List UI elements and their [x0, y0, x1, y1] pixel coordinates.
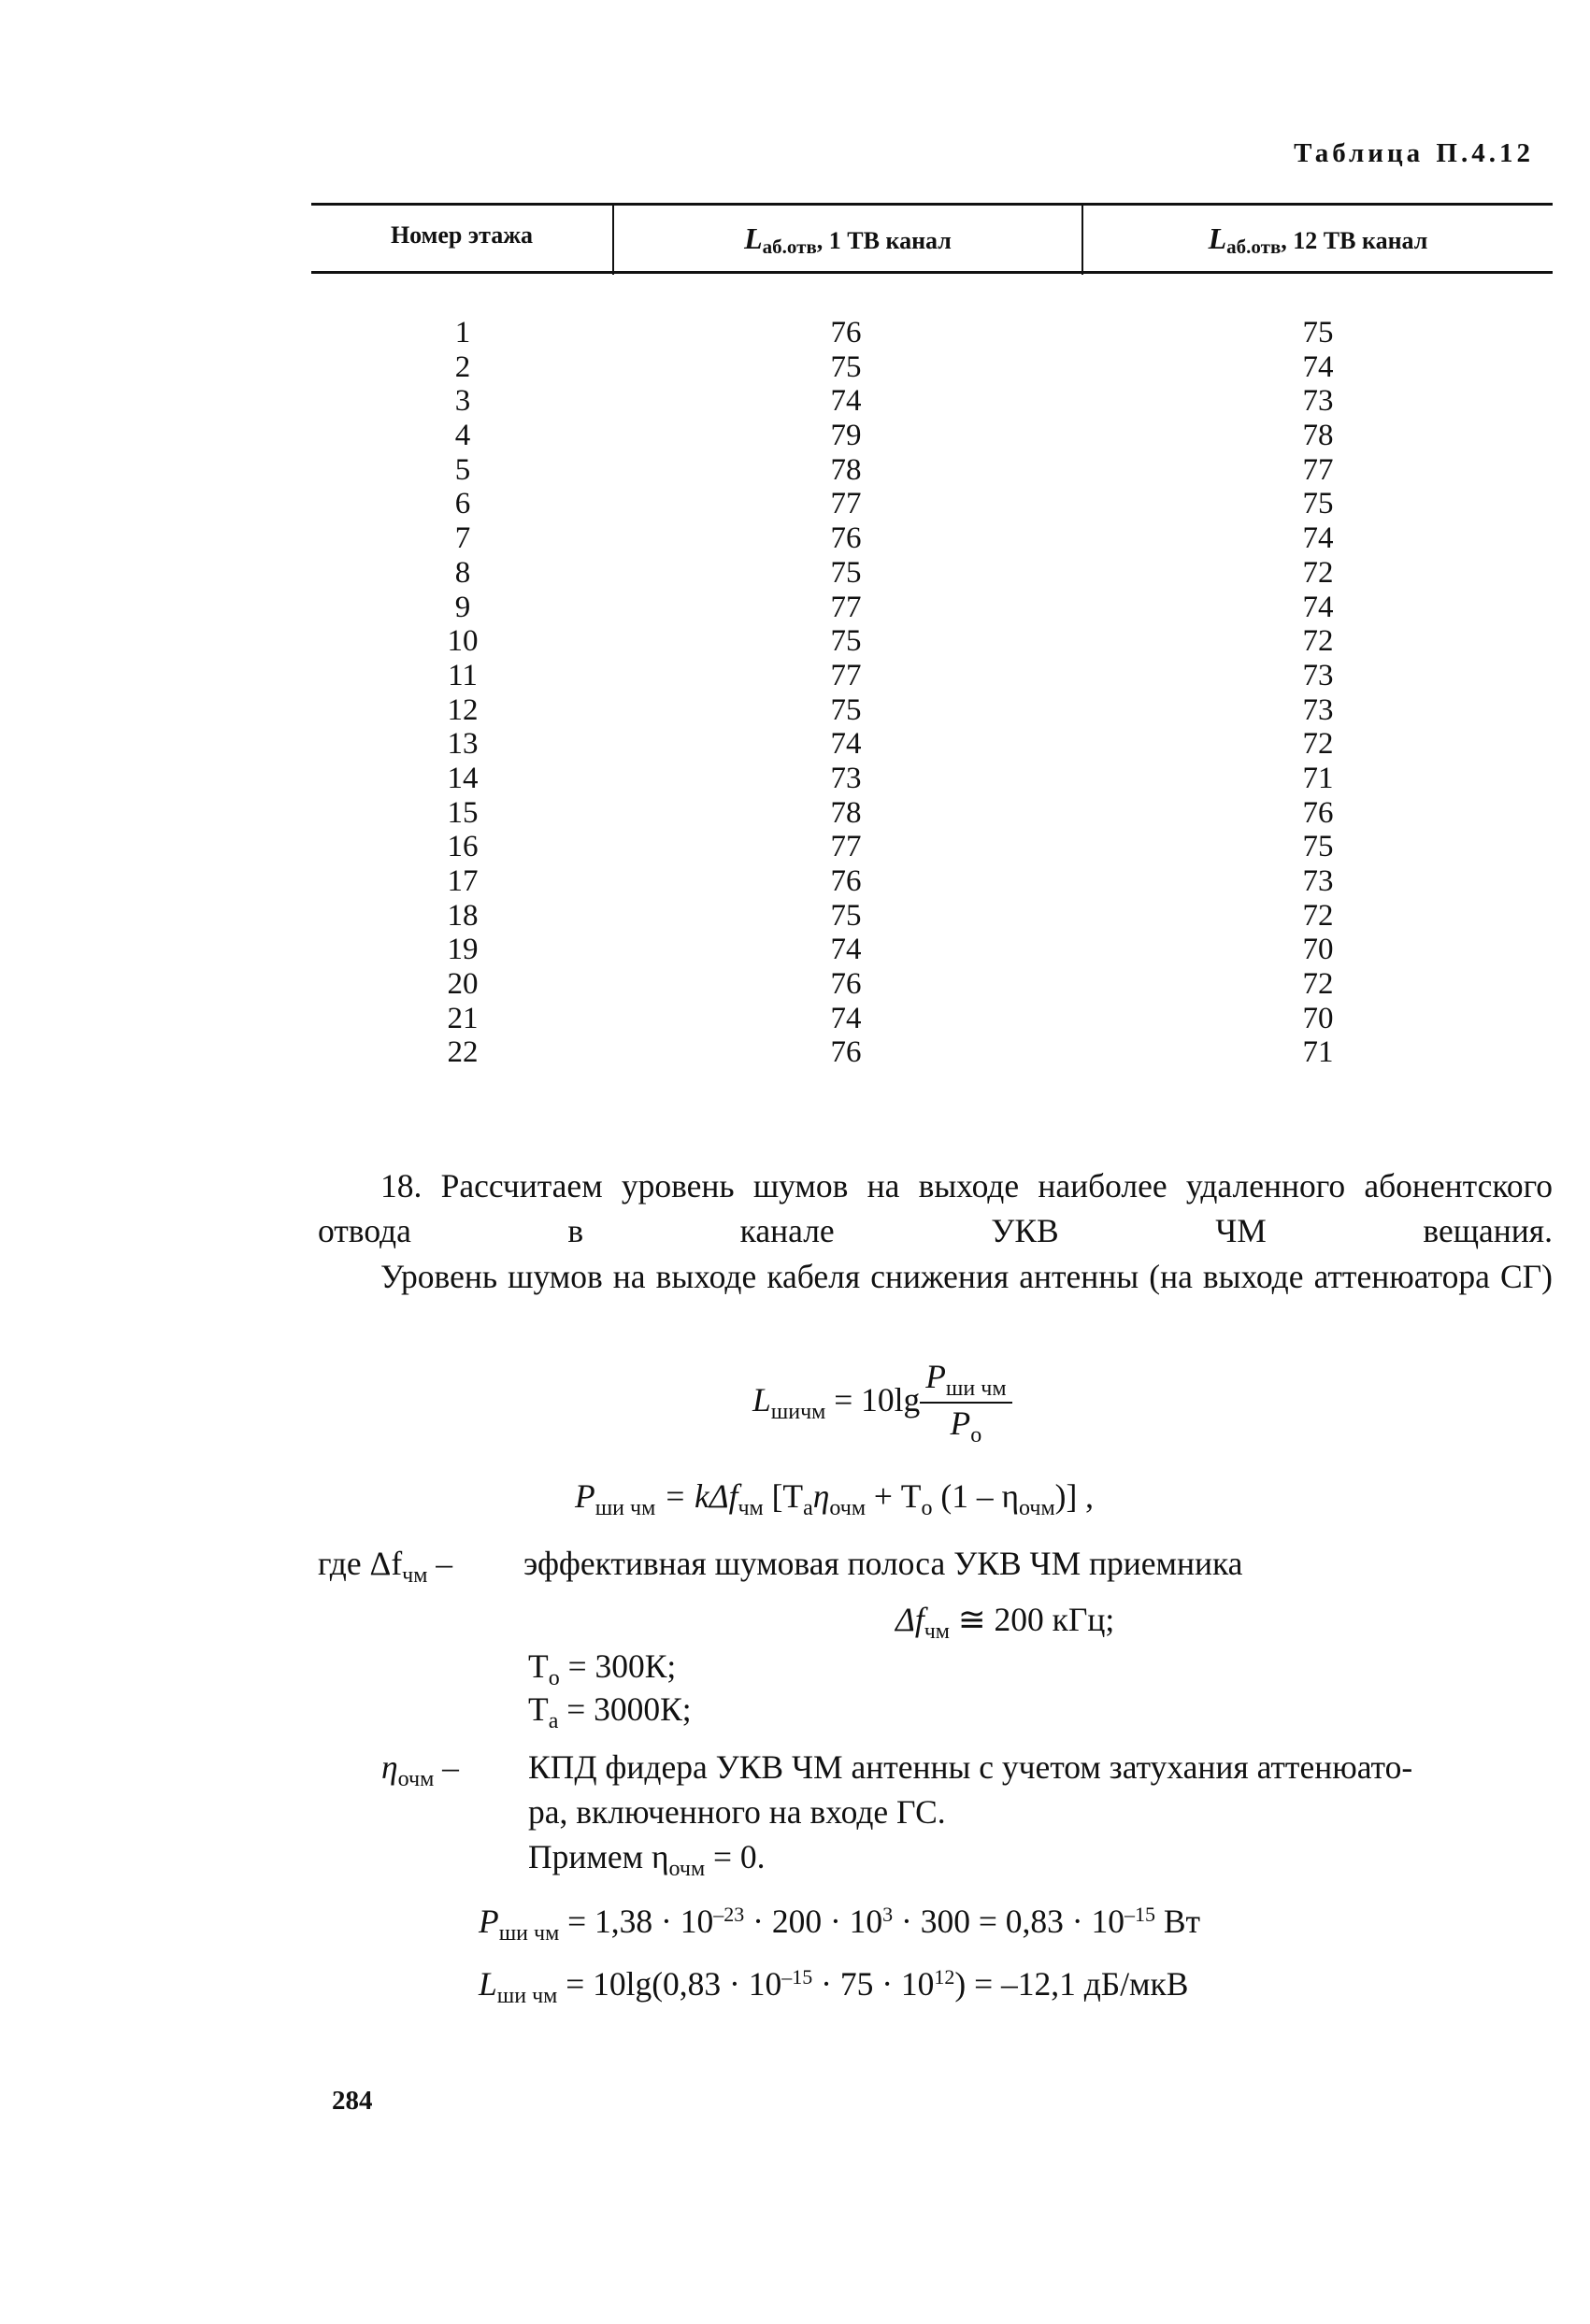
table-cell: 20	[447, 967, 479, 1002]
table-cell: 74	[830, 1001, 862, 1035]
table-cell: 72	[1302, 624, 1334, 659]
table-cell: 75	[830, 692, 862, 727]
table-cell: 77	[1302, 452, 1334, 487]
table-cell: 76	[830, 864, 862, 898]
table-cell: 72	[1302, 727, 1334, 762]
table-cell: 73	[1302, 692, 1334, 727]
table-cell: 5	[454, 452, 471, 487]
floor-column	[425, 316, 500, 1070]
table-cell: 6	[454, 487, 471, 521]
table-cell: 14	[447, 761, 479, 795]
where-df-description: эффективная шумовая полоса УКВ ЧМ приемника	[523, 1545, 1243, 1582]
eta-description-line-1: КПД фидера УКВ ЧМ антенны с учетом затухания аттенюато-	[528, 1748, 1413, 1786]
channel-12-column	[1276, 316, 1360, 1070]
calc-noise-level: $L_{ши чм} = 10\lg(0,83 \cdot 10^{-15} \cdot 75 \cdot 10^{12}) = -12,1$ дБ/мкВ	[479, 1965, 1189, 2008]
table-cell: 3	[454, 384, 471, 419]
eta-description-line-2: ра, включенного на входе ГС.	[528, 1793, 946, 1831]
table-cell: 73	[1302, 658, 1334, 692]
table-cell: 13	[447, 727, 479, 762]
formula-noise-level: $L_{шичм} = 10\lg$ $\frac{P_{ши чм}}{P_о}$	[752, 1357, 1012, 1448]
table-cell: 17	[447, 864, 479, 898]
header-channel-12: $L_{аб.отв}$, 12 ТВ канал	[1208, 221, 1428, 258]
table-cell: 76	[830, 967, 862, 1002]
table-cell: 9	[454, 590, 471, 624]
table-cell: 73	[1302, 384, 1334, 419]
table-cell: 72	[1302, 967, 1334, 1002]
table-cell: 2	[454, 349, 471, 384]
t0-value: $T_о = 300К$;	[528, 1647, 677, 1690]
table-cell: 74	[830, 933, 862, 967]
channel-1-column	[804, 316, 888, 1070]
table-cell: 21	[447, 1001, 479, 1035]
table-top-rule	[311, 203, 1553, 206]
table-cell: 70	[1302, 1001, 1334, 1035]
table-cell: 76	[830, 521, 862, 556]
table-cell: 79	[830, 419, 862, 453]
eta-label: $\eta_{очм}$ –	[381, 1748, 459, 1791]
ta-value: $T_а = 3000К$;	[528, 1690, 692, 1733]
table-cell: 75	[830, 555, 862, 590]
table-cell: 70	[1302, 933, 1334, 967]
table-cell: 77	[830, 658, 862, 692]
table-cell: 71	[1302, 761, 1334, 795]
table-cell: 78	[830, 452, 862, 487]
table-cell: 7	[454, 521, 471, 556]
table-cell: 77	[830, 487, 862, 521]
table-cell: 76	[1302, 795, 1334, 830]
table-cell: 8	[454, 555, 471, 590]
table-cell: 75	[1302, 316, 1334, 349]
table-cell: 19	[447, 933, 479, 967]
table-cell: 22	[447, 1035, 479, 1070]
table-cell: 10	[447, 624, 479, 659]
table-cell: 18	[447, 898, 479, 933]
table-caption: Таблица П.4.12	[1294, 138, 1534, 168]
formula-noise-power: $P_{ши чм} = k\Delta f_{чм}$ [$T_а\eta_{очм} + T_о$ $(1 - \eta_{очм})$] ,	[575, 1477, 1095, 1520]
table-cell: 75	[1302, 830, 1334, 864]
table-cell: 78	[830, 795, 862, 830]
table-cell: 4	[454, 419, 471, 453]
paragraph-18: 18. Рассчитаем уровень шумов на выходе наиболее удаленного абонентского отвода в канале УКВ ЧМ вещания.	[318, 1167, 1553, 1249]
table-cell: 75	[1302, 487, 1334, 521]
table-header-rule	[311, 271, 1553, 274]
table-cell: 73	[830, 761, 862, 795]
table-cell: 72	[1302, 555, 1334, 590]
where-df-label: где $\Delta f_{чм}$ –	[318, 1545, 453, 1588]
calc-noise-power: $P_{ши чм} = 1,38 \cdot 10^{-23} \cdot 200 \cdot 10^3 \cdot 300 = 0,83 \cdot 10^{-15}$ Вт	[479, 1903, 1201, 1946]
table-cell: 16	[447, 830, 479, 864]
table-cell: 12	[447, 692, 479, 727]
paragraph-noise-level: Уровень шумов на выходе кабеля снижения антенны (на выходе аттенюатора СГ)	[380, 1258, 1553, 1295]
table-cell: 74	[830, 727, 862, 762]
table-cell: 71	[1302, 1035, 1334, 1070]
page-number: 284	[332, 2086, 373, 2116]
table-cell: 75	[830, 624, 862, 659]
table-cell: 1	[454, 316, 471, 349]
table-cell: 77	[830, 830, 862, 864]
table-cell: 11	[448, 658, 478, 692]
table-cell: 74	[1302, 521, 1334, 556]
table-cell: 75	[830, 898, 862, 933]
table-cell: 15	[447, 795, 479, 830]
table-cell: 78	[1302, 419, 1334, 453]
table-cell: 77	[830, 590, 862, 624]
table-cell: 76	[830, 316, 862, 349]
table-cell: 72	[1302, 898, 1334, 933]
eta-assumption: Примем $\eta_{очм} = 0$.	[528, 1838, 766, 1881]
header-channel-1: $L_{аб.отв}$, 1 ТВ канал	[744, 221, 952, 258]
header-floor: Номер этажа	[390, 221, 534, 249]
table-cell: 73	[1302, 864, 1334, 898]
table-cell: 75	[830, 349, 862, 384]
table-cell: 76	[830, 1035, 862, 1070]
table-cell: 74	[830, 384, 862, 419]
table-cell: 74	[1302, 349, 1334, 384]
table-cell: 74	[1302, 590, 1334, 624]
df-value: $\Delta f_{чм}$ ≅ 200 кГц;	[895, 1601, 1115, 1644]
